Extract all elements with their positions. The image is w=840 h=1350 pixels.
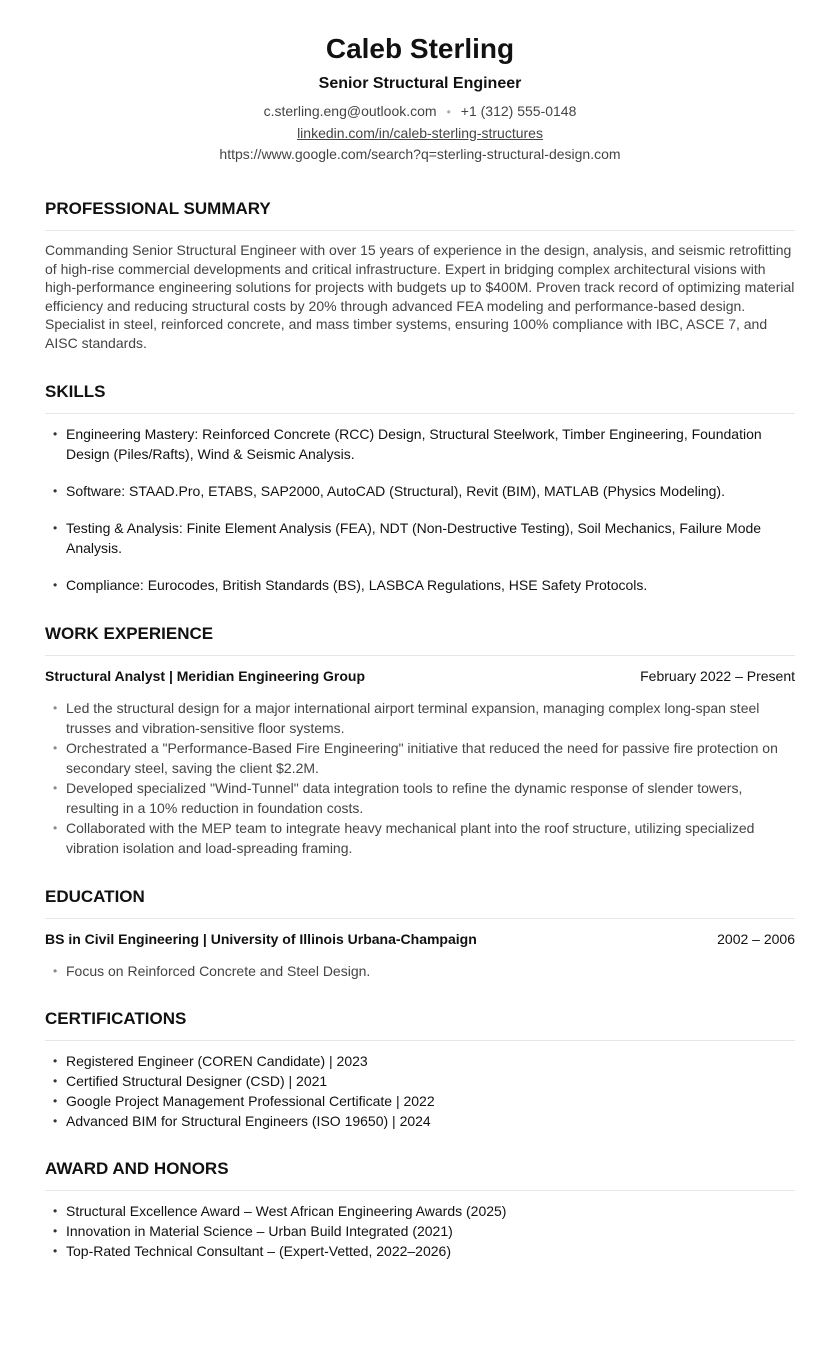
certification-item: • Google Project Management Professional Certificate | 2022 bbox=[45, 1091, 795, 1111]
certification-item: • Registered Engineer (COREN Candidate) | 2023 bbox=[45, 1051, 795, 1071]
skills-heading: SKILLS bbox=[45, 381, 795, 414]
education-dates: 2002 – 2006 bbox=[717, 930, 795, 947]
award-item: • Innovation in Material Science – Urban Build Integrated (2021) bbox=[45, 1221, 795, 1241]
certifications-section bbox=[45, 1008, 795, 1131]
awards-list bbox=[45, 1201, 795, 1261]
email-link[interactable]: c.sterling.eng@outlook.com bbox=[263, 103, 437, 119]
skills-section bbox=[45, 381, 795, 595]
skills-list bbox=[45, 424, 795, 595]
awards-heading: AWARD AND HONORS bbox=[45, 1158, 795, 1191]
linkedin-link[interactable]: linkedin.com/in/caleb-sterling-structures bbox=[297, 125, 543, 141]
awards-section bbox=[45, 1158, 795, 1261]
summary-text: Commanding Senior Structural Engineer with over 15 years of experience in the design, analysis, and seismic retrofitting of high-rise commercial developments and critical infrastructure. Expert in bridging complex architectural visions with high-performance engineering solutions for projects with budgets up to $400M. Proven track record of optimizing material efficiency and reducing structural costs by 20% through advanced FEA modeling and performance-based design. Specialist in steel, reinforced concrete, and mass timber systems, ensuring 100% compliance with IBC, ASCE 7, and AISC standards. bbox=[45, 242, 795, 351]
skill-item: • Engineering Mastery: Reinforced Concrete (RCC) Design, Structural Steelwork, Timber Engineering, Foundation Design (Piles/Rafts), Wind & Seismic Analysis. bbox=[45, 424, 795, 464]
phone-number[interactable]: +1 (312) 555-0148 bbox=[460, 103, 577, 119]
job-dates: February 2022 – Present bbox=[640, 667, 795, 684]
website-row bbox=[45, 144, 795, 165]
education-heading: EDUCATION bbox=[45, 886, 795, 919]
candidate-title: Senior Structural Engineer bbox=[318, 75, 522, 92]
certifications-list bbox=[45, 1051, 795, 1131]
education-bullets bbox=[45, 961, 795, 981]
certifications-heading: CERTIFICATIONS bbox=[45, 1008, 795, 1041]
linkedin-row bbox=[45, 123, 795, 144]
education-entry-header bbox=[45, 929, 795, 949]
skill-item: • Software: STAAD.Pro, ETABS, SAP2000, AutoCAD (Structural), Revit (BIM), MATLAB (Physics Modeling). bbox=[45, 481, 795, 501]
certification-item: • Advanced BIM for Structural Engineers (ISO 19650) | 2024 bbox=[45, 1111, 795, 1131]
experience-entry-header bbox=[45, 666, 795, 686]
experience-section bbox=[45, 623, 795, 858]
experience-heading: WORK EXPERIENCE bbox=[45, 623, 795, 656]
award-item: • Structural Excellence Award – West African Engineering Awards (2025) bbox=[45, 1201, 795, 1221]
separator-dot: • bbox=[446, 105, 451, 119]
experience-bullets bbox=[45, 698, 795, 858]
website-link[interactable]: https://www.google.com/search?q=sterling-structural-design.com bbox=[219, 146, 621, 162]
award-item: • Top-Rated Technical Consultant – (Expert-Vetted, 2022–2026) bbox=[45, 1241, 795, 1261]
summary-section bbox=[45, 198, 795, 353]
education-bullet: • Focus on Reinforced Concrete and Steel Design. bbox=[45, 961, 795, 981]
education-section bbox=[45, 886, 795, 981]
experience-bullet: • Developed specialized "Wind-Tunnel" data integration tools to refine the dynamic response of slender towers, resulting in a 10% reduction in foundation costs. bbox=[45, 778, 795, 818]
resume-header bbox=[45, 0, 795, 165]
skill-item: • Testing & Analysis: Finite Element Analysis (FEA), NDT (Non-Destructive Testing), Soil Mechanics, Failure Mode Analysis. bbox=[45, 518, 795, 558]
job-role: Structural Analyst | Meridian Engineering Group bbox=[45, 667, 365, 684]
skill-item: • Compliance: Eurocodes, British Standards (BS), LASBCA Regulations, HSE Safety Protocols. bbox=[45, 575, 795, 595]
contact-row bbox=[45, 101, 795, 123]
certification-item: • Certified Structural Designer (CSD) | 2021 bbox=[45, 1071, 795, 1091]
candidate-name: Caleb Sterling bbox=[325, 33, 515, 64]
experience-bullet: • Collaborated with the MEP team to integrate heavy mechanical plant into the roof structure, utilizing specialized vibration isolation and load-spreading framing. bbox=[45, 818, 795, 858]
experience-bullet: • Orchestrated a "Performance-Based Fire Engineering" initiative that reduced the need for passive fire protection on secondary steel, saving the client $2.2M. bbox=[45, 738, 795, 778]
experience-bullet: • Led the structural design for a major international airport terminal expansion, managing complex long-span steel trusses and vibration-sensitive floor systems. bbox=[45, 698, 795, 738]
summary-heading: PROFESSIONAL SUMMARY bbox=[45, 198, 795, 231]
degree-title: BS in Civil Engineering | University of Illinois Urbana-Champaign bbox=[45, 930, 477, 947]
